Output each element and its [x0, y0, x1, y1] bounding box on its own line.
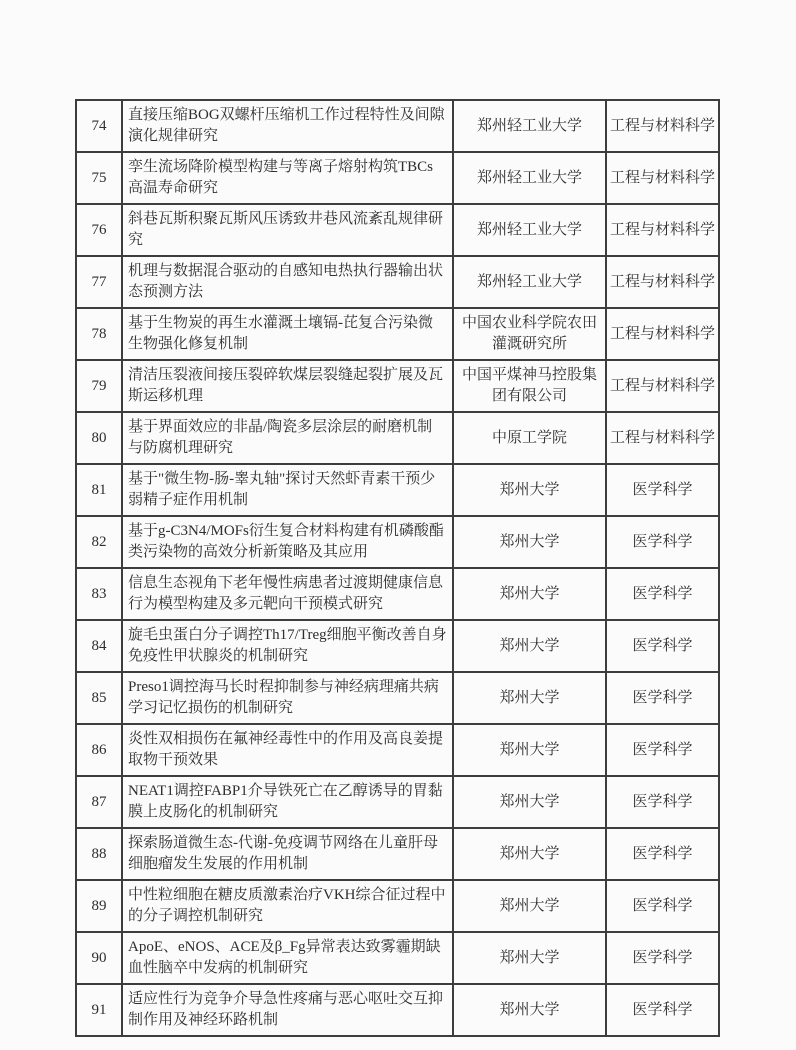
institution: 郑州大学	[453, 568, 606, 620]
table-row	[76, 152, 719, 204]
category: 工程与材料科学	[606, 308, 719, 360]
category: 工程与材料科学	[606, 204, 719, 256]
table-row	[76, 932, 719, 984]
project-title: NEAT1调控FABP1介导铁死亡在乙醇诱导的胃黏膜上皮肠化的机制研究	[122, 776, 453, 828]
project-title: 旋毛虫蛋白分子调控Th17/Treg细胞平衡改善自身免疫性甲状腺炎的机制研究	[122, 620, 453, 672]
project-title: 清洁压裂液间接压裂碎软煤层裂缝起裂扩展及瓦斯运移机理	[122, 360, 453, 412]
institution: 郑州轻工业大学	[453, 204, 606, 256]
institution: 郑州轻工业大学	[453, 256, 606, 308]
table-row	[76, 204, 719, 256]
institution: 郑州大学	[453, 984, 606, 1036]
institution: 中国平煤神马控股集团有限公司	[453, 360, 606, 412]
institution: 郑州大学	[453, 776, 606, 828]
table-row	[76, 880, 719, 932]
row-number: 76	[76, 204, 122, 256]
project-title: 基于"微生物-肠-睾丸轴"探讨天然虾青素干预少弱精子症作用机制	[122, 464, 453, 516]
institution: 郑州大学	[453, 880, 606, 932]
row-number: 87	[76, 776, 122, 828]
institution: 郑州大学	[453, 620, 606, 672]
category: 医学科学	[606, 516, 719, 568]
institution: 郑州轻工业大学	[453, 152, 606, 204]
row-number: 79	[76, 360, 122, 412]
table-row	[76, 620, 719, 672]
project-title: 炎性双相损伤在氟神经毒性中的作用及高良姜提取物干预效果	[122, 724, 453, 776]
category: 工程与材料科学	[606, 256, 719, 308]
row-number: 90	[76, 932, 122, 984]
row-number: 89	[76, 880, 122, 932]
row-number: 82	[76, 516, 122, 568]
institution: 中原工学院	[453, 412, 606, 464]
category: 医学科学	[606, 568, 719, 620]
research-projects-table	[75, 99, 720, 1037]
row-number: 81	[76, 464, 122, 516]
row-number: 84	[76, 620, 122, 672]
row-number: 85	[76, 672, 122, 724]
table-row	[76, 412, 719, 464]
project-title: 基于生物炭的再生水灌溉土壤镉-芘复合污染微生物强化修复机制	[122, 308, 453, 360]
project-title: 适应性行为竞争介导急性疼痛与恶心呕吐交互抑制作用及神经环路机制	[122, 984, 453, 1036]
category: 医学科学	[606, 776, 719, 828]
table-row	[76, 724, 719, 776]
institution: 中国农业科学院农田灌溉研究所	[453, 308, 606, 360]
project-title: 基于界面效应的非晶/陶瓷多层涂层的耐磨机制与防腐机理研究	[122, 412, 453, 464]
table-body	[76, 100, 719, 1036]
project-title: ApoE、eNOS、ACE及β_Fg异常表达致雾霾期缺血性脑卒中发病的机制研究	[122, 932, 453, 984]
category: 医学科学	[606, 880, 719, 932]
table-row	[76, 776, 719, 828]
category: 医学科学	[606, 984, 719, 1036]
institution: 郑州大学	[453, 672, 606, 724]
institution: 郑州大学	[453, 516, 606, 568]
institution: 郑州大学	[453, 464, 606, 516]
project-title: 基于g-C3N4/MOFs衍生复合材料构建有机磷酸酯类污染物的高效分析新策略及其应用	[122, 516, 453, 568]
project-title: 探索肠道微生态-代谢-免疫调节网络在儿童肝母细胞瘤发生发展的作用机制	[122, 828, 453, 880]
project-title: 直接压缩BOG双螺杆压缩机工作过程特性及间隙演化规律研究	[122, 100, 453, 152]
table-row	[76, 256, 719, 308]
institution: 郑州大学	[453, 932, 606, 984]
category: 医学科学	[606, 932, 719, 984]
row-number: 74	[76, 100, 122, 152]
row-number: 77	[76, 256, 122, 308]
table-row	[76, 100, 719, 152]
table-row	[76, 672, 719, 724]
row-number: 91	[76, 984, 122, 1036]
project-title: 中性粒细胞在糖皮质激素治疗VKH综合征过程中的分子调控机制研究	[122, 880, 453, 932]
row-number: 86	[76, 724, 122, 776]
row-number: 75	[76, 152, 122, 204]
table-row	[76, 568, 719, 620]
row-number: 80	[76, 412, 122, 464]
project-title: Preso1调控海马长时程抑制参与神经病理痛共病学习记忆损伤的机制研究	[122, 672, 453, 724]
table-row	[76, 308, 719, 360]
table-row	[76, 464, 719, 516]
category: 医学科学	[606, 724, 719, 776]
category: 工程与材料科学	[606, 100, 719, 152]
table-row	[76, 516, 719, 568]
category: 医学科学	[606, 672, 719, 724]
category: 工程与材料科学	[606, 412, 719, 464]
institution: 郑州大学	[453, 724, 606, 776]
institution: 郑州大学	[453, 828, 606, 880]
table-row	[76, 984, 719, 1036]
project-title: 信息生态视角下老年慢性病患者过渡期健康信息行为模型构建及多元靶向干预模式研究	[122, 568, 453, 620]
category: 工程与材料科学	[606, 360, 719, 412]
institution: 郑州轻工业大学	[453, 100, 606, 152]
row-number: 88	[76, 828, 122, 880]
table-row	[76, 360, 719, 412]
project-title: 孪生流场降阶模型构建与等离子熔射构筑TBCs高温寿命研究	[122, 152, 453, 204]
category: 医学科学	[606, 620, 719, 672]
row-number: 83	[76, 568, 122, 620]
category: 医学科学	[606, 828, 719, 880]
row-number: 78	[76, 308, 122, 360]
category: 工程与材料科学	[606, 152, 719, 204]
table-row	[76, 828, 719, 880]
project-title: 机理与数据混合驱动的自感知电热执行器输出状态预测方法	[122, 256, 453, 308]
project-title: 斜巷瓦斯积聚瓦斯风压诱致井巷风流紊乱规律研究	[122, 204, 453, 256]
category: 医学科学	[606, 464, 719, 516]
